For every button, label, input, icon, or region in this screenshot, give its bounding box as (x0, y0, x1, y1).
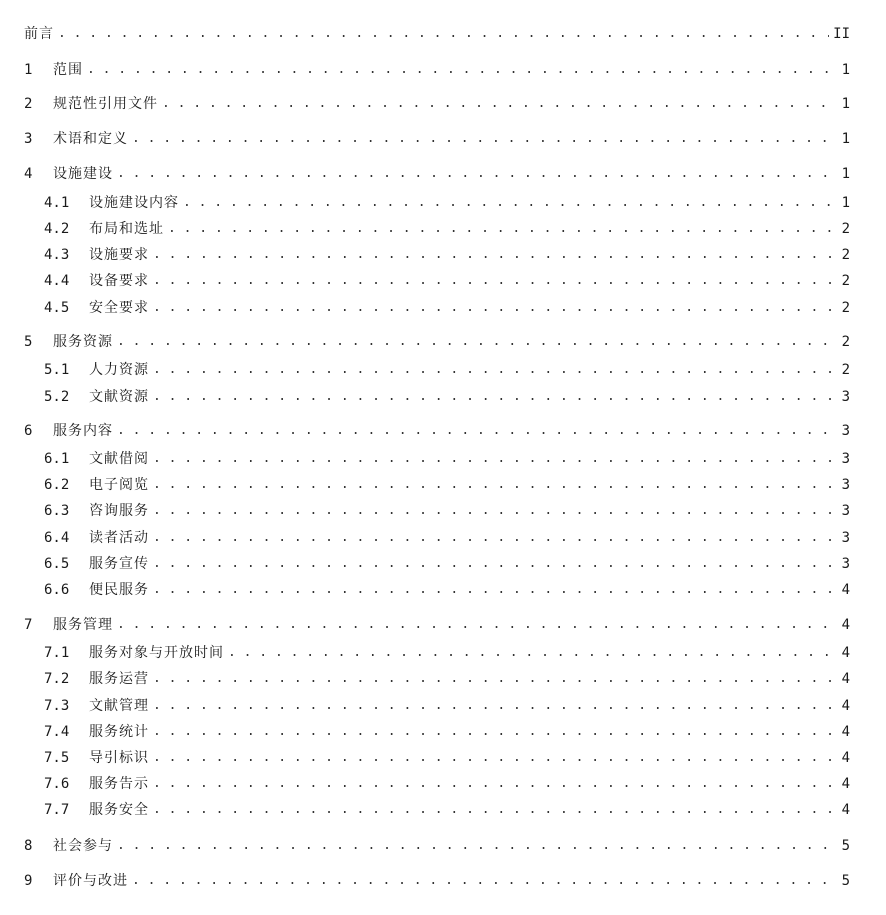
toc-number: 7.2 (44, 671, 70, 687)
dot-leader (117, 331, 834, 353)
toc-number: 6.3 (44, 503, 70, 519)
toc-number: 7.1 (44, 645, 70, 661)
dot-leader (183, 192, 834, 214)
toc-entry-7-2[interactable] (44, 668, 850, 690)
toc-entry-1[interactable] (24, 59, 850, 81)
dot-leader (153, 695, 834, 717)
toc-number: 6.5 (44, 556, 70, 572)
toc-page-number: 4 (841, 671, 850, 687)
toc-page-number: 2 (841, 247, 850, 263)
toc-entry-8[interactable] (24, 835, 850, 857)
toc-entry-6-2[interactable] (44, 474, 850, 496)
toc-page-number: 2 (841, 221, 850, 237)
toc-entry-6-5[interactable] (44, 553, 850, 575)
dot-leader (153, 297, 834, 319)
toc-number: 6 (24, 423, 33, 439)
toc-title: 范围 (53, 62, 83, 78)
toc-title: 咨询服务 (89, 503, 149, 519)
toc-number: 4.5 (44, 300, 70, 316)
toc-page-number: 3 (841, 389, 850, 405)
toc-page-number: 3 (841, 477, 850, 493)
toc-number: 7.5 (44, 750, 70, 766)
toc-page-number: 4 (841, 617, 850, 633)
toc-number: 4.3 (44, 247, 70, 263)
toc-number: 7.4 (44, 724, 70, 740)
toc-number: 6.6 (44, 582, 70, 598)
toc-entry-6-4[interactable] (44, 527, 850, 549)
toc-page-number: 5 (841, 838, 850, 854)
toc-title: 布局和选址 (89, 221, 164, 237)
dot-leader (132, 128, 834, 150)
toc-number: 7.7 (44, 802, 70, 818)
toc-number: 6.4 (44, 530, 70, 546)
toc-page-number: 4 (841, 776, 850, 792)
toc-page-number: 3 (841, 423, 850, 439)
toc-title: 设施建设内容 (89, 195, 179, 211)
dot-leader (153, 668, 834, 690)
dot-leader (168, 218, 834, 240)
toc-title: 便民服务 (89, 582, 149, 598)
toc-entry-4-2[interactable] (44, 218, 850, 240)
toc-entry-7-3[interactable] (44, 695, 850, 717)
dot-leader (153, 359, 834, 381)
toc-entry-4-1[interactable] (44, 192, 850, 214)
toc-page-number: 4 (841, 724, 850, 740)
toc-number: 6.1 (44, 451, 70, 467)
toc-entry-7-7[interactable] (44, 799, 850, 821)
dot-leader (153, 579, 834, 601)
toc-page-number: 1 (841, 166, 850, 182)
toc-title: 服务资源 (53, 334, 113, 350)
toc-entry-5-1[interactable] (44, 359, 850, 381)
toc-page-number: 4 (841, 698, 850, 714)
dot-leader (117, 614, 834, 636)
toc-number: 5.2 (44, 389, 70, 405)
dot-leader (153, 799, 834, 821)
toc-title: 服务统计 (89, 724, 149, 740)
toc-page-number: 2 (841, 300, 850, 316)
toc-number: 4.4 (44, 273, 70, 289)
toc-entry-6-3[interactable] (44, 500, 850, 522)
toc-title: 服务管理 (53, 617, 113, 633)
dot-leader (132, 870, 834, 892)
toc-page-number: 1 (841, 96, 850, 112)
toc-entry-5[interactable] (24, 331, 850, 353)
toc-entry-preface[interactable] (24, 23, 850, 45)
dot-leader (153, 448, 834, 470)
toc-number: 7.3 (44, 698, 70, 714)
toc-title: 设施要求 (89, 247, 149, 263)
dot-leader (228, 642, 834, 664)
toc-title: 服务运营 (89, 671, 149, 687)
toc-entry-4-4[interactable] (44, 270, 850, 292)
toc-number: 7.6 (44, 776, 70, 792)
toc-page-number: 1 (841, 131, 850, 147)
toc-number: 3 (24, 131, 33, 147)
toc-number: 7 (24, 617, 33, 633)
dot-leader (153, 527, 834, 549)
toc-page-number: II (833, 26, 850, 42)
toc-entry-6[interactable] (24, 420, 850, 442)
toc-entry-7-1[interactable] (44, 642, 850, 664)
dot-leader (153, 553, 834, 575)
toc-page-number: 3 (841, 503, 850, 519)
toc-number: 4 (24, 166, 33, 182)
toc-page-number: 3 (841, 451, 850, 467)
toc-page-number: 2 (841, 362, 850, 378)
toc-entry-7[interactable] (24, 614, 850, 636)
toc-entry-9[interactable] (24, 870, 850, 892)
toc-title: 人力资源 (89, 362, 149, 378)
dot-leader (153, 244, 834, 266)
dot-leader (153, 500, 834, 522)
toc-title: 文献管理 (89, 698, 149, 714)
toc-title: 服务宣传 (89, 556, 149, 572)
toc-title: 社会参与 (53, 838, 113, 854)
toc-page-number: 1 (841, 62, 850, 78)
toc-number: 9 (24, 873, 33, 889)
toc-title: 文献借阅 (89, 451, 149, 467)
toc-page-number: 2 (841, 334, 850, 350)
toc-entry-4-5[interactable] (44, 297, 850, 319)
toc-page-number: 4 (841, 645, 850, 661)
toc-title: 文献资源 (89, 389, 149, 405)
toc-page-number: 2 (841, 273, 850, 289)
toc-title: 导引标识 (89, 750, 149, 766)
toc-entry-5-2[interactable] (44, 386, 850, 408)
toc-page-number: 1 (841, 195, 850, 211)
toc-page-number: 3 (841, 530, 850, 546)
toc-page-number: 4 (841, 582, 850, 598)
dot-leader (117, 420, 834, 442)
toc-title: 规范性引用文件 (53, 96, 158, 112)
toc-entry-2[interactable] (24, 93, 850, 115)
dot-leader (153, 721, 834, 743)
toc-title: 服务对象与开放时间 (89, 645, 224, 661)
toc-title: 安全要求 (89, 300, 149, 316)
dot-leader (117, 835, 834, 857)
dot-leader (58, 23, 829, 45)
toc-number: 8 (24, 838, 33, 854)
toc-entry-7-4[interactable] (44, 721, 850, 743)
toc-entry-6-6[interactable] (44, 579, 850, 601)
toc-page-number: 4 (841, 750, 850, 766)
dot-leader (153, 747, 834, 769)
toc-page-number: 4 (841, 802, 850, 818)
toc-number: 1 (24, 62, 33, 78)
toc-number: 2 (24, 96, 33, 112)
toc-title: 电子阅览 (89, 477, 149, 493)
toc-number: 4.2 (44, 221, 70, 237)
dot-leader (153, 270, 834, 292)
toc-entry-7-5[interactable] (44, 747, 850, 769)
toc-number: 5.1 (44, 362, 70, 378)
toc-number: 4.1 (44, 195, 70, 211)
toc-title: 评价与改进 (53, 873, 128, 889)
toc-title: 服务内容 (53, 423, 113, 439)
toc-entry-4[interactable] (24, 163, 850, 185)
toc-title: 设备要求 (89, 273, 149, 289)
dot-leader (117, 163, 834, 185)
toc-page-number: 5 (841, 873, 850, 889)
dot-leader (153, 773, 834, 795)
toc-page-number: 3 (841, 556, 850, 572)
toc-title: 服务告示 (89, 776, 149, 792)
toc-title: 读者活动 (89, 530, 149, 546)
toc-title: 术语和定义 (53, 131, 128, 147)
dot-leader (162, 93, 834, 115)
toc-entry-7-6[interactable] (44, 773, 850, 795)
toc-number: 6.2 (44, 477, 70, 493)
toc-title: 设施建设 (53, 166, 113, 182)
toc-number: 5 (24, 334, 33, 350)
dot-leader (87, 59, 834, 81)
dot-leader (153, 386, 834, 408)
toc-entry-6-1[interactable] (44, 448, 850, 470)
toc-entry-3[interactable] (24, 128, 850, 150)
toc-title: 服务安全 (89, 802, 149, 818)
toc-title: 前言 (24, 26, 54, 42)
toc-entry-4-3[interactable] (44, 244, 850, 266)
dot-leader (153, 474, 834, 496)
